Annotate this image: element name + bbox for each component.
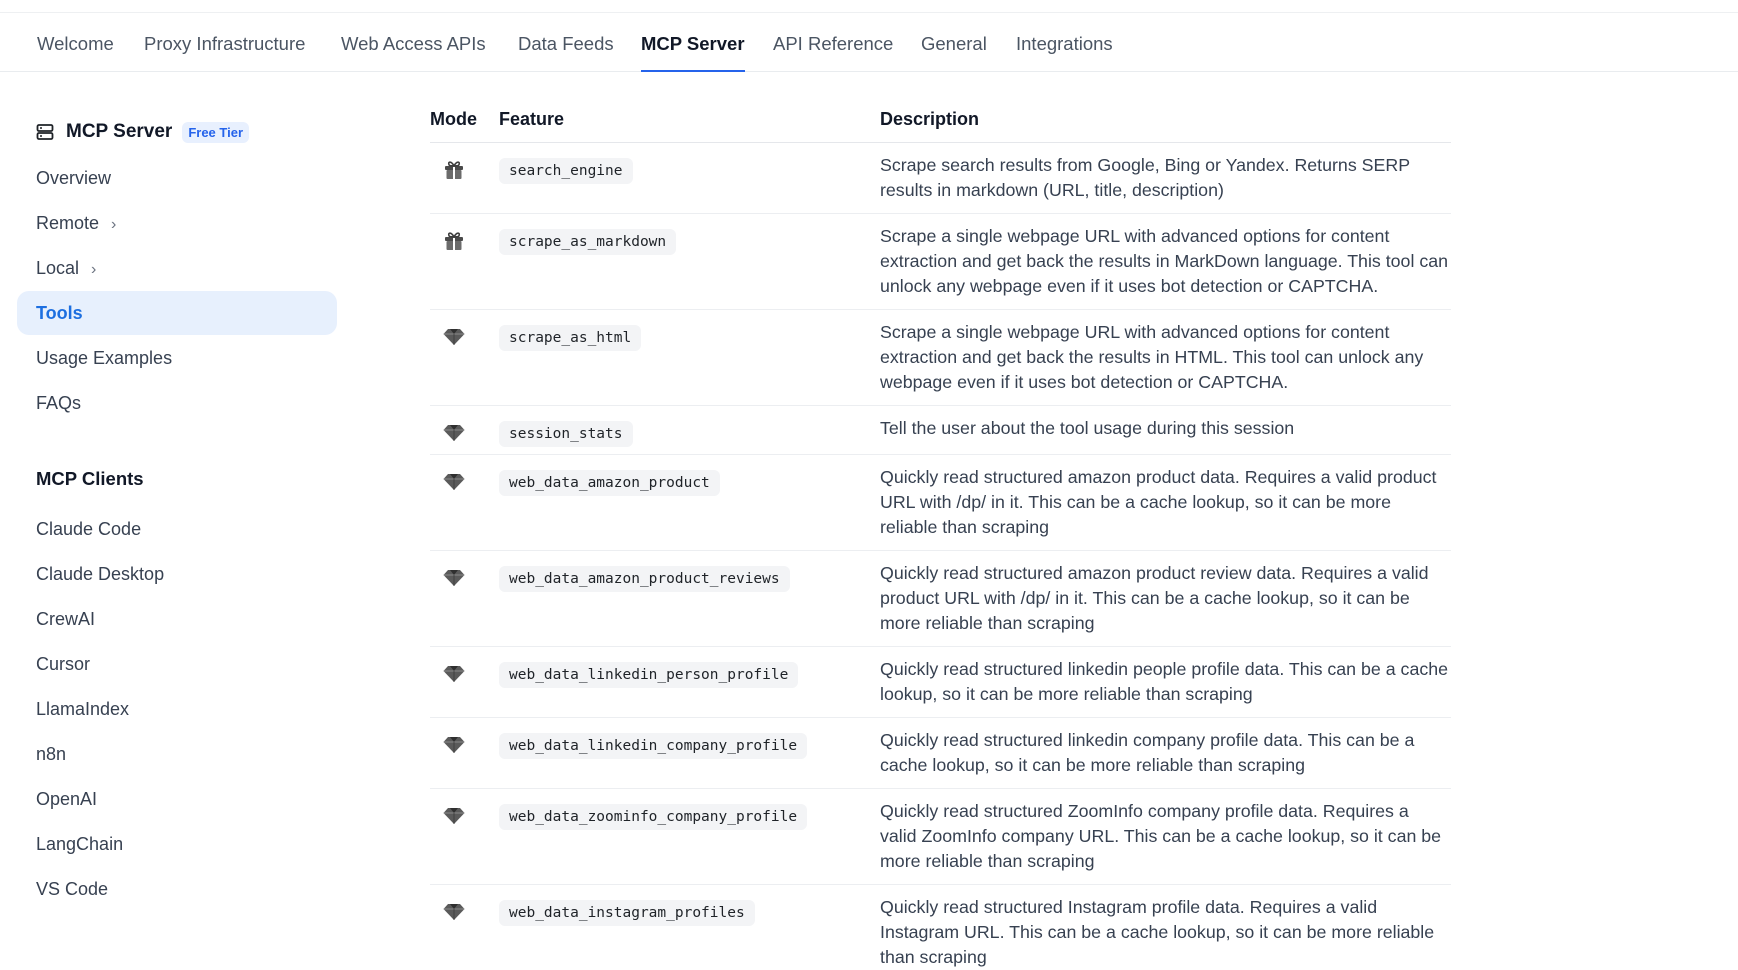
- sidebar-item-label: Local: [36, 258, 80, 278]
- table-row: [430, 310, 1451, 406]
- gift-icon: [442, 228, 466, 252]
- tab-mcp-server[interactable]: MCP Server: [641, 13, 745, 72]
- feature-code: scrape_as_html: [499, 325, 641, 351]
- diamond-icon: [442, 324, 466, 348]
- sidebar-item-label: OpenAI: [36, 789, 98, 809]
- sidebar-item-remote[interactable]: [17, 201, 337, 245]
- sidebar-section-header: [36, 117, 249, 147]
- tools-table: [430, 95, 1451, 967]
- sidebar-item-vs-code[interactable]: [17, 867, 337, 911]
- feature-description: Quickly read structured ZoomInfo company profile data. Requires a valid ZoomInfo company URL. This can be a cache lookup, so it can be more reliable than scraping: [880, 801, 1442, 871]
- header-mode: Mode: [430, 109, 477, 129]
- table-row: [430, 718, 1451, 789]
- sidebar-item-llamaindex[interactable]: [17, 687, 337, 731]
- diamond-icon: [442, 420, 466, 444]
- sidebar-item-n8n[interactable]: [17, 732, 337, 776]
- tab-api-reference[interactable]: API Reference: [773, 33, 894, 54]
- feature-code: web_data_zoominfo_company_profile: [499, 804, 807, 830]
- server-icon: [36, 123, 54, 141]
- table-row: [430, 214, 1451, 310]
- gift-icon: [442, 157, 466, 181]
- feature-description: Scrape a single webpage URL with advanced options for content extraction and get back the results in MarkDown language. This tool can unlock any webpage even if it uses bot detection or CAPTCHA.: [880, 226, 1449, 296]
- sidebar-item-label: Claude Desktop: [36, 564, 165, 584]
- sidebar-item-label: FAQs: [36, 393, 82, 413]
- free-tier-badge: Free Tier: [182, 122, 249, 143]
- feature-code: web_data_amazon_product: [499, 470, 720, 496]
- feature-code: web_data_instagram_profiles: [499, 900, 755, 926]
- sidebar-item-label: Usage Examples: [36, 348, 173, 368]
- diamond-icon: [442, 565, 466, 589]
- tab-data-feeds[interactable]: Data Feeds: [518, 33, 614, 54]
- diamond-icon: [442, 803, 466, 827]
- table-row: [430, 789, 1451, 885]
- feature-description: Quickly read structured Instagram profile data. Requires a valid Instagram URL. This can be a cache lookup, so it can be more reliable than scraping: [880, 897, 1435, 967]
- sidebar-item-label: Tools: [36, 303, 83, 323]
- sidebar-item-cursor[interactable]: [17, 642, 337, 686]
- tab-integrations[interactable]: Integrations: [1016, 33, 1113, 54]
- sidebar-item-claude-code[interactable]: [17, 507, 337, 551]
- feature-description: Quickly read structured amazon product review data. Requires a valid product URL with /dp/ in it. This can be a cache lookup, so it can be more reliable than scraping: [880, 563, 1429, 633]
- sidebar: [0, 73, 360, 946]
- table-row: [430, 885, 1451, 967]
- feature-description: Scrape search results from Google, Bing or Yandex. Returns SERP results in markdown (URL, title, description): [880, 155, 1410, 200]
- tab-web-access-apis[interactable]: Web Access APIs: [341, 33, 486, 54]
- header-feature: Feature: [499, 109, 565, 129]
- mcp-clients-heading: MCP Clients: [36, 468, 144, 489]
- feature-code: web_data_linkedin_company_profile: [499, 733, 807, 759]
- diamond-icon: [442, 899, 466, 923]
- table-row: [430, 551, 1451, 647]
- chevron-right-icon: ›: [111, 216, 117, 233]
- feature-description: Quickly read structured linkedin people profile data. This can be a cache lookup, so it can be more reliable than scraping: [880, 659, 1449, 704]
- tab-proxy-infrastructure[interactable]: Proxy Infrastructure: [144, 33, 306, 54]
- sidebar-item-claude-desktop[interactable]: [17, 552, 337, 596]
- sidebar-item-label: Claude Code: [36, 519, 142, 539]
- tab-general[interactable]: General: [921, 33, 987, 54]
- feature-description: Scrape a single webpage URL with advanced options for content extraction and get back the results in HTML. This tool can unlock any webpage even if it uses bot detection or CAPTCHA.: [880, 322, 1424, 392]
- table-row: [430, 455, 1451, 551]
- diamond-icon: [442, 661, 466, 685]
- sidebar-item-overview[interactable]: [17, 156, 337, 200]
- table-header: [430, 95, 1451, 143]
- feature-description: Tell the user about the tool usage during this session: [880, 418, 1295, 438]
- tab-welcome[interactable]: Welcome: [37, 33, 114, 54]
- feature-code: search_engine: [499, 158, 633, 184]
- sidebar-item-label: Overview: [36, 168, 112, 188]
- top-navigation: [0, 13, 1738, 72]
- sidebar-item-faqs[interactable]: [17, 381, 337, 425]
- sidebar-item-label: LlamaIndex: [36, 699, 130, 719]
- header-description: Description: [880, 109, 980, 129]
- chevron-right-icon: ›: [91, 261, 97, 278]
- feature-code: session_stats: [499, 421, 633, 447]
- sidebar-item-tools[interactable]: [17, 291, 337, 335]
- sidebar-section-title: MCP Server: [66, 121, 173, 142]
- sidebar-item-label: VS Code: [36, 879, 109, 899]
- feature-description: Quickly read structured linkedin company profile data. This can be a cache lookup, so it can be more reliable than scraping: [880, 730, 1415, 775]
- table-row: [430, 406, 1451, 455]
- sidebar-item-label: LangChain: [36, 834, 124, 854]
- sidebar-item-label: Cursor: [36, 654, 91, 674]
- diamond-icon: [442, 732, 466, 756]
- table-row: [430, 647, 1451, 718]
- sidebar-item-langchain[interactable]: [17, 822, 337, 866]
- sidebar-item-label: CrewAI: [36, 609, 96, 629]
- sidebar-item-label: Remote: [36, 213, 100, 233]
- sidebar-item-label: n8n: [36, 744, 67, 764]
- feature-description: Quickly read structured amazon product data. Requires a valid product URL with /dp/ in it. This can be a cache lookup, so it can be more reliable than scraping: [880, 467, 1437, 537]
- table-row: [430, 143, 1451, 214]
- sidebar-item-openai[interactable]: [17, 777, 337, 821]
- sidebar-item-local[interactable]: [17, 246, 337, 290]
- sidebar-item-crewai[interactable]: [17, 597, 337, 641]
- feature-code: web_data_amazon_product_reviews: [499, 566, 790, 592]
- feature-code: scrape_as_markdown: [499, 229, 676, 255]
- feature-code: web_data_linkedin_person_profile: [499, 662, 798, 688]
- diamond-icon: [442, 469, 466, 493]
- sidebar-item-usage-examples[interactable]: [17, 336, 337, 380]
